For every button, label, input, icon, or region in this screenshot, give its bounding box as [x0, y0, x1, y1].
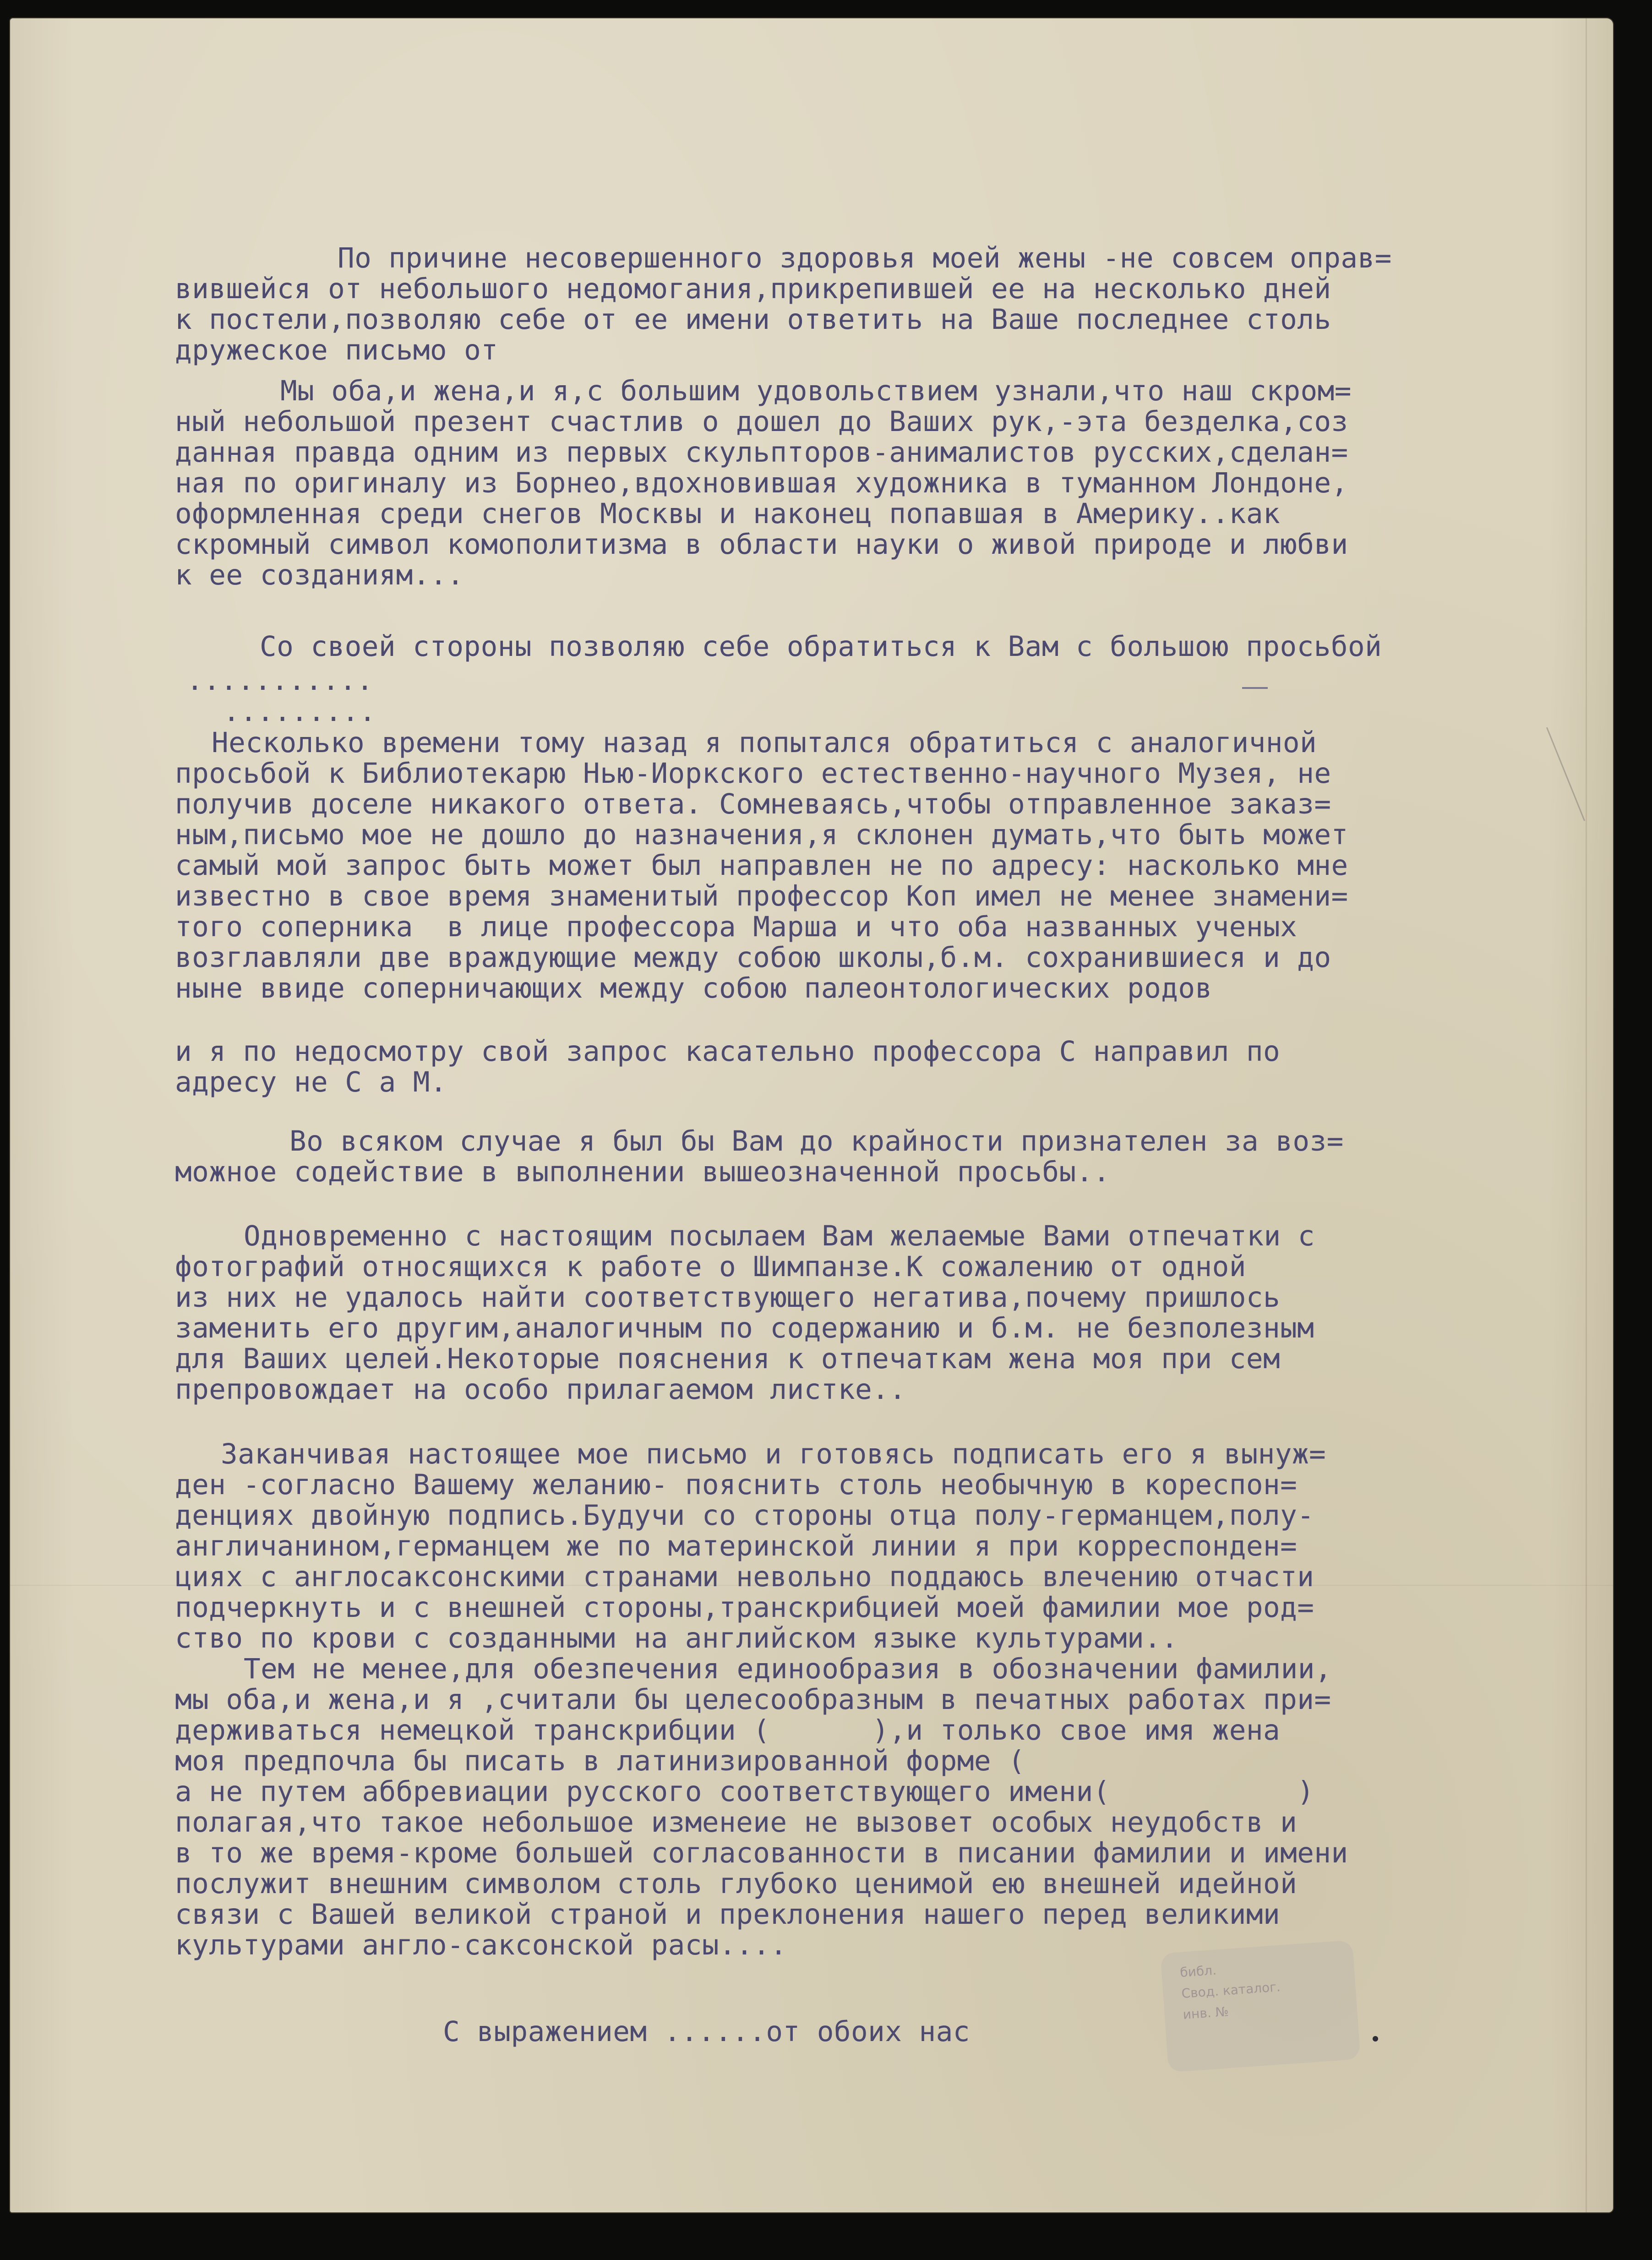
letter-line: к постели,позволяю себе от ее имени ответить на Ваше последнее столь [175, 303, 1331, 336]
letter-line: заменить его другим,аналогичным по содержанию и б.м. не безполезным [175, 1312, 1314, 1344]
letter-line: адресу не С а М. [175, 1066, 447, 1098]
letter-line: а не путем аббревиации русского соответствующего имени( ) [175, 1775, 1314, 1808]
stamp-text: инв. № [1182, 2003, 1229, 2022]
letter-line: Со своей стороны позволяю себе обратиться к Вам с большою просьбой [260, 630, 1382, 663]
typewritten-letter-sheet [10, 18, 1613, 2212]
letter-line: Тем не менее,для обезпечения единообразия в обозначении фамилии, [244, 1653, 1332, 1685]
letter-line: препровождает на особо прилагаемом листке.. [175, 1373, 906, 1406]
letter-line: ный небольшой презент счастлив о дошел до Ваших рук,-эта безделка,соз [175, 405, 1348, 438]
letter-body [10, 18, 1613, 2212]
letter-line: денциях двойную подпись.Будучи со стороны отца полу-германцем,полу- [175, 1499, 1314, 1532]
letter-line: Несколько времени тому назад я попытался обратиться с аналогичной [212, 726, 1317, 759]
letter-line: возглавляли две враждующие между собою школы,б.м. сохранившиеся и до [175, 941, 1331, 974]
letter-line: оформленная среди снегов Москвы и наконец попавшая в Америку..как [175, 497, 1281, 530]
omission-dots: ........... [186, 664, 374, 697]
stamp-text: Свод. каталог. [1181, 1979, 1281, 2001]
letter-line: моя предпочла бы писать в латинизированной форме ( [175, 1745, 1025, 1777]
letter-line: фотографий относящихся к работе о Шимпанзе.К сожалению от одной [175, 1250, 1246, 1283]
letter-line: известно в свое время знаменитый профессор Коп имел не менее знамени= [175, 880, 1348, 912]
letter-line: в то же время-кроме большей согласованности в писании фамилии и имени [175, 1837, 1348, 1869]
closing-line: С выражением ......от обоих нас [443, 2015, 970, 2048]
letter-line: ным,письмо мое не дошло до назначения,я склонен думать,что быть может [175, 819, 1348, 851]
letter-line: дружеское письмо от [175, 334, 498, 366]
typed-dash-mark [1242, 687, 1268, 689]
letter-line: Одновременно с настоящим посылаем Вам желаемые Вами отпечатки с [244, 1220, 1315, 1252]
letter-line: циях с англосаксонскими странами невольно поддаюсь влечению отчасти [175, 1561, 1314, 1593]
letter-line: Мы оба,и жена,и я,с большим удовольствием узнали,что наш скром= [280, 375, 1352, 407]
letter-line: к ее созданиям... [175, 559, 464, 591]
letter-line: мы оба,и жена,и я ,считали бы целесообразным в печатных работах при= [175, 1683, 1331, 1716]
letter-line: послужит внешним символом столь глубоко ценимой ею внешней идейной [175, 1867, 1298, 1900]
letter-line: держиваться немецкой транскрибции ( ),и только свое имя жена [175, 1714, 1281, 1747]
letter-line: данная правда одним из первых скульпторов-анималистов русских,сделан= [175, 436, 1348, 469]
letter-line: можное содействие в выполнении вышеозначенной просьбы.. [175, 1156, 1110, 1188]
letter-line: ство по крови с созданными на английском языке культурами.. [175, 1622, 1178, 1654]
letter-line: для Ваших целей.Некоторые пояснения к отпечаткам жена моя при сем [175, 1343, 1281, 1375]
letter-line: Во всяком случае я был бы Вам до крайности признателен за воз= [289, 1125, 1344, 1157]
letter-line: Заканчивая настоящее мое письмо и готовясь подписать его я вынуж= [221, 1438, 1326, 1470]
letter-line: По причине несовершенного здоровья моей жены -не совсем оправ= [338, 242, 1392, 274]
letter-line: вившейся от небольшого недомогания,прикрепившей ее на несколько дней [175, 273, 1331, 305]
letter-line: англичанином,германцем же по материнской линии я при корреспонден= [175, 1530, 1298, 1562]
letter-line: просьбой к Библиотекарю Нью-Иоркского естественно-научного Музея, не [175, 757, 1331, 790]
ink-dot [1373, 2036, 1378, 2042]
letter-line: ная по оригиналу из Борнео,вдохновившая художника в туманном Лондоне, [175, 467, 1348, 499]
letter-line: самый мой запрос быть может был направлен не по адресу: насколько мне [175, 849, 1348, 882]
letter-line: скромный символ комополитизма в области науки о живой природе и любви [175, 528, 1348, 561]
letter-line: культурами англо-саксонской расы.... [175, 1929, 787, 1961]
letter-line: и я по недосмотру свой запрос касательно профессора С направил по [175, 1035, 1281, 1068]
letter-line: того соперника в лице профессора Марша и что оба названных ученых [175, 911, 1298, 943]
letter-line: из них не удалось найти соответствующего негатива,почему пришлось [175, 1281, 1281, 1314]
letter-line: связи с Вашей великой страной и преклонения нашего перед великими [175, 1898, 1281, 1931]
letter-line: ныне ввиде соперничающих между собою палеонтологических родов [175, 972, 1212, 1004]
letter-line: получив доселе никакого ответа. Сомневаясь,чтобы отправленное заказ= [175, 788, 1331, 820]
stamp-text: библ. [1179, 1962, 1217, 1981]
omission-dots: ......... [223, 695, 376, 728]
letter-line: ден -согласно Вашему желанию- пояснить столь необычную в кореспон= [175, 1468, 1298, 1501]
letter-line: полагая,что такое небольшое изменеие не вызовет особых неудобств и [175, 1806, 1298, 1839]
letter-line: подчеркнуть и с внешней стороны,транскрибцией моей фамилии мое род= [175, 1591, 1314, 1624]
library-stamp [1160, 1940, 1360, 2073]
